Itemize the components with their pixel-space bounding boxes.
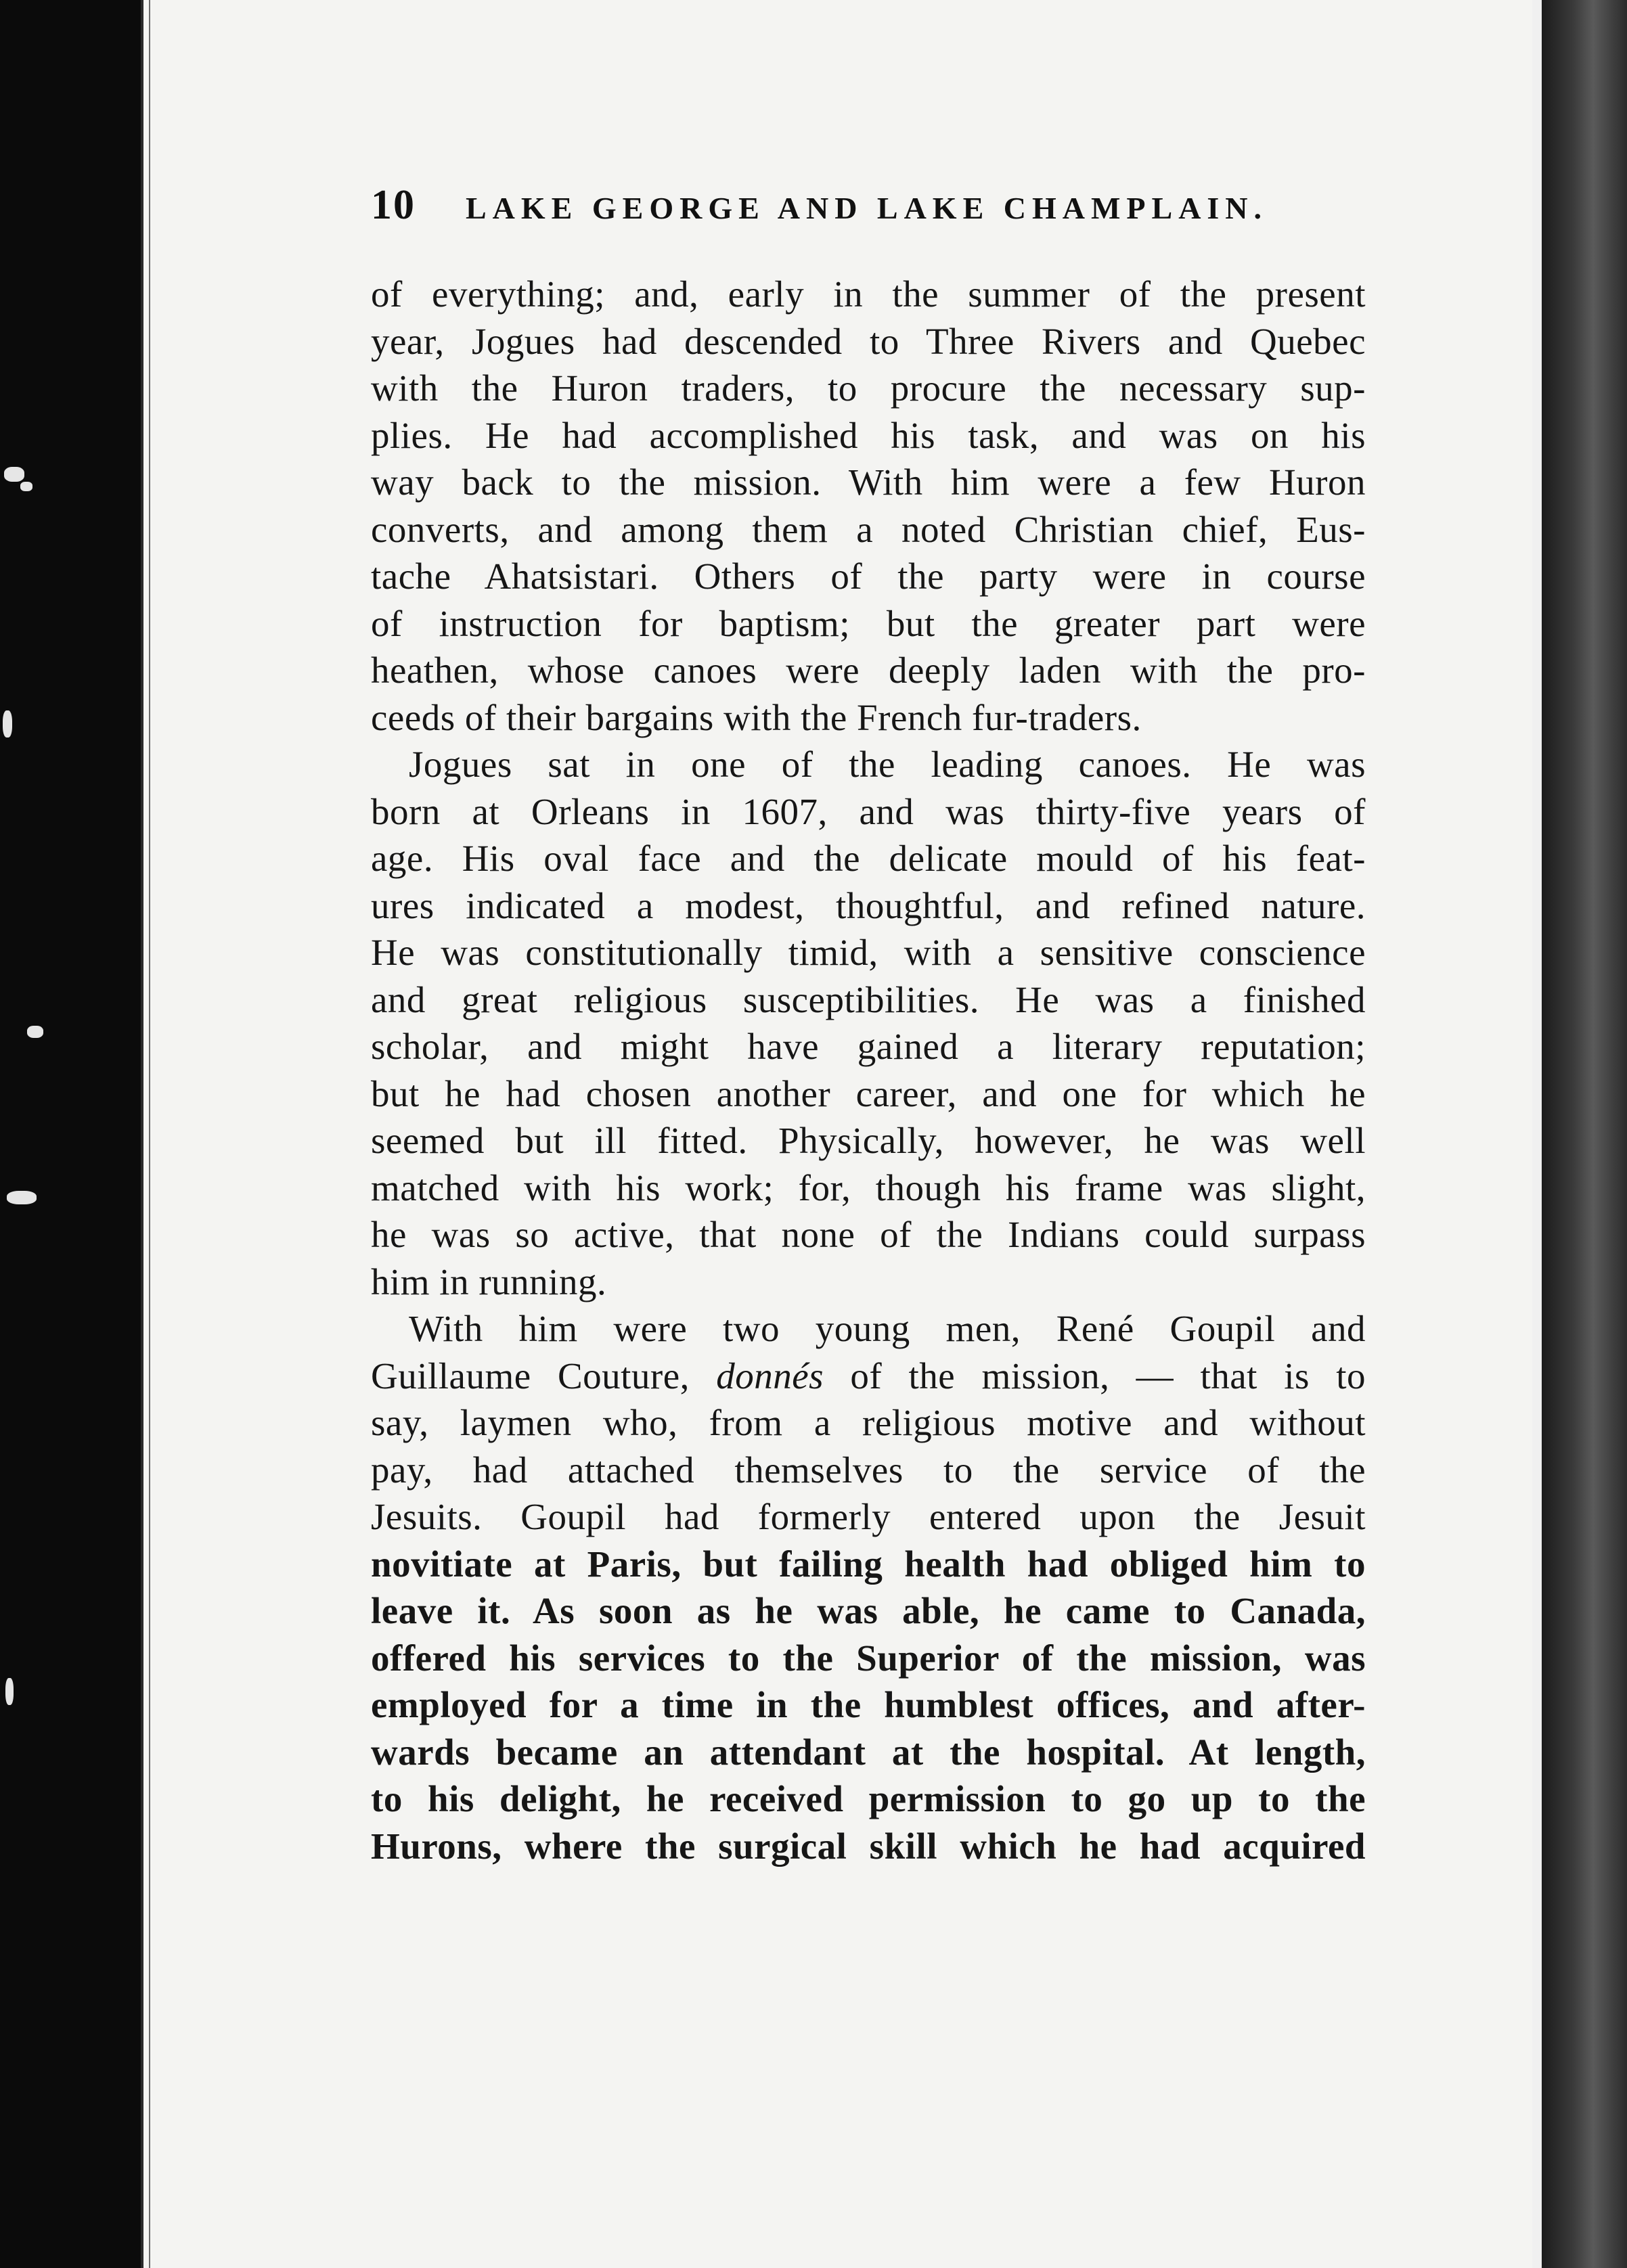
text-line: matched with his work; for, though his frame was slight, bbox=[371, 1166, 1366, 1208]
text-line: to his delight, he received permission to go up to the bbox=[371, 1778, 1366, 1819]
text-line: wards became an attendant at the hospital. At length, bbox=[371, 1731, 1366, 1773]
film-speck bbox=[4, 467, 24, 482]
text-line: converts, and among them a noted Christian chief, Eus- bbox=[371, 508, 1366, 550]
text-line: leave it. As soon as he was able, he came to Canada, bbox=[371, 1590, 1366, 1631]
italic-term: donnés bbox=[716, 1355, 824, 1397]
text-line: born at Orleans in 1607, and was thirty-five years of bbox=[371, 790, 1366, 832]
microfilm-left-margin bbox=[0, 0, 142, 2268]
text-line: He was constitutionally timid, with a sensitive conscience bbox=[371, 932, 1366, 973]
text-line: ceeds of their bargains with the French fur-traders. bbox=[371, 696, 1142, 738]
text-line: Jogues sat in one of the leading canoes. He was bbox=[409, 744, 1366, 785]
running-head: LAKE GEORGE AND LAKE CHAMPLAIN. bbox=[466, 191, 1268, 225]
book-spine-shadow bbox=[1532, 0, 1627, 2268]
page-edge-line bbox=[141, 0, 143, 2268]
text-line: novitiate at Paris, but failing health had obliged him to bbox=[371, 1543, 1366, 1585]
text-line: of instruction for baptism; but the greater part were bbox=[371, 602, 1366, 644]
text-span: of the mission, — that is to bbox=[824, 1355, 1366, 1397]
text-line bbox=[371, 1353, 1366, 1400]
text-line: pay, had attached themselves to the service of the bbox=[371, 1449, 1366, 1491]
text-line: age. His oval face and the delicate mould of his feat- bbox=[371, 838, 1366, 879]
text-line: offered his services to the Superior of the mission, was bbox=[371, 1637, 1366, 1679]
film-speck bbox=[3, 710, 12, 738]
text-line: say, laymen who, from a religious motive and without bbox=[371, 1402, 1366, 1443]
text-line: Hurons, where the surgical skill which he had acquired bbox=[371, 1825, 1366, 1867]
text-line: of everything; and, early in the summer of the present bbox=[371, 273, 1366, 315]
text-line: and great religious susceptibilities. He was a finished bbox=[371, 978, 1366, 1020]
text-line: heathen, whose canoes were deeply laden with the pro- bbox=[371, 650, 1366, 691]
page-edge-line bbox=[149, 0, 150, 2268]
text-line: With him were two young men, René Goupil and bbox=[409, 1308, 1366, 1349]
film-speck bbox=[27, 1026, 43, 1038]
text-span: Guillaume Couture, bbox=[371, 1355, 717, 1397]
page-number: 10 bbox=[371, 182, 416, 228]
film-speck bbox=[5, 1678, 14, 1705]
text-line: tache Ahatsistari. Others of the party were in course bbox=[371, 555, 1366, 597]
text-line: him in running. bbox=[371, 1261, 607, 1302]
body-text bbox=[371, 271, 1366, 1869]
text-line: Jesuits. Goupil had formerly entered upon the Jesuit bbox=[371, 1496, 1366, 1537]
film-speck bbox=[20, 482, 32, 491]
text-line: way back to the mission. With him were a few Huron bbox=[371, 461, 1366, 503]
text-line: plies. He had accomplished his task, and was on his bbox=[371, 414, 1366, 456]
text-line: scholar, and might have gained a literary reputation; bbox=[371, 1026, 1366, 1067]
film-speck bbox=[7, 1191, 37, 1204]
text-line: employed for a time in the humblest offices, and after- bbox=[371, 1684, 1366, 1725]
page-header bbox=[371, 181, 1373, 235]
text-line: year, Jogues had descended to Three Rivers and Quebec bbox=[371, 320, 1366, 362]
text-line: ures indicated a modest, thoughtful, and refined nature. bbox=[371, 884, 1366, 926]
text-line: he was so active, that none of the Indians could surpass bbox=[371, 1214, 1366, 1255]
text-line: seemed but ill fitted. Physically, however, he was well bbox=[371, 1120, 1366, 1161]
text-line: with the Huron traders, to procure the necessary sup- bbox=[371, 367, 1366, 409]
text-line: but he had chosen another career, and one for which he bbox=[371, 1072, 1366, 1114]
